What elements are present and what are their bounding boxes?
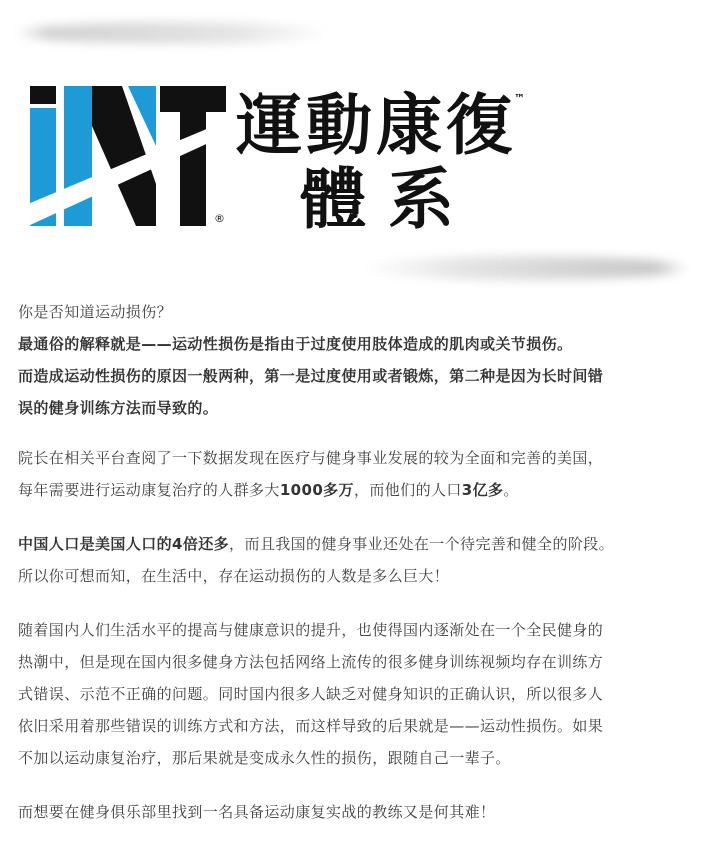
registered-mark: ®	[214, 212, 225, 225]
china-line1	[18, 528, 698, 560]
intro-causes-line2: 误的健身训练方法而导致的。	[18, 399, 219, 417]
banner-shadow-top	[14, 22, 334, 44]
paragraph-fitness-trend	[18, 614, 698, 774]
us-data-line1: 院长在相关平台查阅了一下数据发现在医疗与健身事业发展的较为全面和完善的美国，	[18, 449, 604, 467]
intro-causes-line1: 而造成运动性损伤的原因一般两种，第一是过度使用或者锻炼，第二种是因为长时间错	[18, 367, 604, 385]
intro-definition: 最通俗的解释就是——运动性损伤是指由于过度使用肢体造成的肌肉或关节损伤。	[18, 335, 573, 353]
us-data-line2	[18, 474, 698, 506]
trademark-mark: ™	[514, 92, 525, 105]
us-data-text-a: 每年需要进行运动康复治疗的人群多大	[18, 481, 280, 499]
logo-title-line1: 運動康復	[236, 87, 516, 164]
us-data-text-c: 。	[503, 481, 519, 499]
china-line1-rest: ，而且我国的健身事业还处在一个待完善和健全的阶段。	[229, 535, 615, 553]
china-population-compare: 中国人口是美国人口的4倍还多	[18, 535, 230, 553]
banner-shadow-bottom	[360, 256, 690, 280]
trend-line5: 不加以运动康复治疗，那后果就是变成永久性的损伤，跟随自己一辈子。	[18, 749, 511, 767]
paragraph-coach	[18, 796, 698, 828]
china-line2: 所以你可想而知，在生活中，存在运动损伤的人数是多么巨大！	[18, 567, 450, 585]
us-data-count: 1000多万	[279, 481, 354, 499]
int-logo-icon	[28, 86, 228, 226]
header-banner	[0, 0, 717, 290]
article-body	[18, 296, 698, 850]
trend-line3: 式错误、示范不正确的问题。同时国内很多人缺乏对健身知识的正确认识，所以很多人	[18, 685, 604, 703]
us-population: 3亿多	[461, 481, 504, 499]
paragraph-intro	[18, 296, 698, 424]
us-data-text-b: ，而他们的人口	[353, 481, 462, 499]
paragraph-us-data	[18, 442, 698, 506]
trend-line2: 热潮中，但是现在国内很多健身方法包括网络上流传的很多健身训练视频均存在训练方	[18, 653, 604, 671]
trend-line1: 随着国内人们生活水平的提高与健康意识的提升，也使得国内逐渐处在一个全民健身的	[18, 621, 604, 639]
logo-title-line2: 體系	[300, 161, 476, 238]
paragraph-china	[18, 528, 698, 592]
trend-line4: 依旧采用着那些错误的训练方式和方法，而这样导致的后果就是——运动性损伤。如果	[18, 717, 604, 735]
intro-question: 你是否知道运动损伤？	[18, 303, 173, 321]
coach-line1: 而想要在健身俱乐部里找到一名具备运动康复实战的教练又是何其难！	[18, 803, 496, 821]
